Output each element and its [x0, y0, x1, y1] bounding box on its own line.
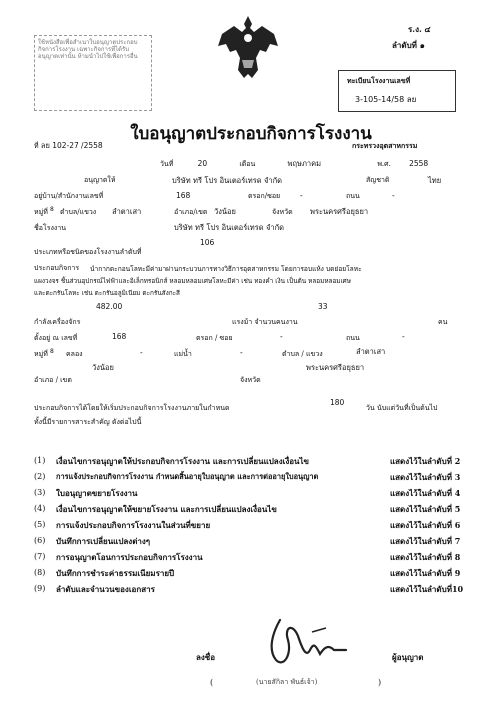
- location-amphoe-label: อำเภอ / เขต: [34, 376, 72, 384]
- ministry: กระทรวงอุตสาหกรรม: [352, 141, 418, 150]
- item-number: (5): [34, 520, 46, 529]
- date-row: [160, 160, 460, 168]
- location-village-label: คลอง: [66, 350, 83, 358]
- close-paren: ): [378, 678, 382, 687]
- item-text: บันทึกการชำระค่าธรรมเนียมรายปี: [56, 568, 175, 578]
- list-item: [34, 536, 464, 546]
- item-number: (4): [34, 504, 46, 513]
- machines-unit: แรงม้า จำนวนคนงาน: [232, 318, 298, 326]
- copy-stamp: ใช้หนังสือเพื่อสำเนาใบอนุญาตประกอบกิจการโรงงาน เฉพาะกิจการที่ได้รับอนุญาตเท่านั้น ห้ามนำไปใช้เพื่อการอื่น: [34, 35, 152, 111]
- list-item: [34, 568, 464, 578]
- amphoe-value: วังน้อย: [214, 207, 236, 216]
- permit-no-label: ที่: [34, 142, 39, 150]
- registration-label: ทะเบียนโรงงานเลขที่: [347, 76, 411, 85]
- location-province-label: จังหวัด: [240, 376, 261, 384]
- business-line-2: แผงวงจร ชิ้นส่วนอุปกรณ์ไฟฟ้าและอิเล็กทรอนิกส์ หลอมหลอมเศษโลหะมีค่า เช่น ทองคำ เงิน เป็นต้น หลอมหลอมเศษ: [34, 277, 351, 285]
- nationality-label: สัญชาติ: [366, 176, 390, 184]
- item-number: (7): [34, 552, 46, 561]
- factory-name-value: บริษัท ทรี โปร อินเตอร์เทรด จำกัด: [174, 223, 285, 232]
- deadline-after: วัน นับแต่วันที่เป็นต้นไป: [366, 404, 438, 412]
- location-moo-value: 8: [50, 348, 54, 355]
- house-value: 168: [176, 191, 191, 200]
- date-month: พฤษภาคม: [287, 159, 322, 168]
- registration-box: [338, 70, 456, 112]
- business-line-3: และตะกรันโลหะ เช่น ตะกรันอลูมิเนียม ตะกรันสังกะสี: [34, 289, 180, 297]
- location-lane-label: ตรอก / ซอย: [196, 334, 233, 342]
- tambon-label: ตำบล/แขวง: [60, 208, 97, 216]
- item-text: การแจ้งประกอบกิจการโรงงาน กำหนดสิ้นอายุใบอนุญาต และการต่ออายุใบอนุญาต: [56, 472, 319, 481]
- item-page: แสดงไว้ในลำดับที่ 7: [390, 536, 461, 546]
- date-year: 2558: [409, 159, 429, 168]
- item-page: แสดงไว้ในลำดับที่ 3: [390, 472, 461, 482]
- form-code: ร.ง. ๔: [408, 24, 431, 34]
- tambon-value: ลำตาเสา: [112, 207, 142, 216]
- date-day: 20: [197, 159, 208, 168]
- item-page: แสดงไว้ในลำดับที่ 4: [390, 488, 461, 498]
- location-house-value: 168: [112, 332, 127, 341]
- date-day-label: วันที่: [160, 160, 174, 168]
- item-number: (1): [34, 456, 46, 465]
- house-label: อยู่บ้าน/สำนักงานเลขที่: [34, 192, 104, 200]
- conditions-intro: ทั้งนี้มีรายการสาระสำคัญ ดังต่อไปนี้: [34, 418, 142, 426]
- list-item: [34, 584, 464, 594]
- signature-scribble-icon: [262, 614, 358, 670]
- list-item: [34, 520, 464, 530]
- garuda-emblem-icon: [214, 12, 282, 84]
- item-number: (2): [34, 472, 46, 481]
- nationality-value: ไทย: [428, 176, 442, 185]
- item-text: เงื่อนไขการอนุญาตให้ขยายโรงงาน และการเปลี่ยนแปลงเงื่อนไข: [56, 504, 277, 514]
- signer-role: ผู้อนุญาต: [392, 652, 424, 662]
- deadline-text: ประกอบกิจการได้โดยให้เริ่มประกอบกิจการโรงงานภายในกำหนด: [34, 404, 230, 412]
- item-text: บันทึกการเปลี่ยนแปลงต่างๆ: [56, 536, 151, 546]
- sign-label: ลงชื่อ: [196, 652, 216, 662]
- road-value: -: [392, 191, 395, 200]
- location-amphoe-value: วังน้อย: [92, 363, 114, 372]
- deadline-days: 180: [330, 398, 345, 407]
- registration-value: 3-105-14/58 ลย: [355, 95, 417, 104]
- item-number: (9): [34, 584, 46, 593]
- item-text: ใบอนุญาตขยายโรงงาน: [56, 488, 138, 498]
- amphoe-label: อำเภอ/เขต: [174, 208, 208, 216]
- item-text: เงื่อนไขการอนุญาตให้ประกอบกิจการโรงงาน และการเปลี่ยนแปลงเงื่อนไข: [56, 456, 310, 466]
- road-label: ถนน: [346, 192, 360, 200]
- form-order: ลำดับที่ ๑: [392, 40, 425, 50]
- location-road-value: -: [402, 332, 405, 341]
- item-number: (8): [34, 568, 46, 577]
- location-province-value: พระนครศรีอยุธยา: [306, 363, 365, 372]
- list-item: [34, 504, 464, 514]
- business-line-1: นำกากตะกอนโลหะมีค่ามาผ่านกระบวนการทางวิธีการอุตสาหกรรม โดยการอบแห้ง บดย่อยโลหะ: [90, 265, 362, 273]
- page-title: ใบอนุญาตประกอบกิจการโรงงาน: [130, 124, 372, 144]
- item-number: (3): [34, 488, 46, 497]
- machines-label: กำลังเครื่องจักร: [34, 318, 81, 326]
- date-year-label: พ.ศ.: [377, 160, 391, 168]
- province-label: จังหวัด: [272, 208, 293, 216]
- item-text: การอนุญาตโอนการประกอบกิจการโรงงาน: [56, 552, 203, 562]
- permit-number: [34, 142, 103, 150]
- permit-no-value: ลย 102-27: [40, 141, 79, 150]
- location-house-label: ตั้งอยู่ ณ เลขที่: [34, 334, 78, 342]
- location-tambon-label: ตำบล / แขวง: [282, 350, 323, 358]
- province-value: พระนครศรีอยุธยา: [310, 207, 369, 216]
- item-page: แสดงไว้ในลำดับที่10: [390, 584, 464, 594]
- workers-value: 33: [318, 302, 328, 311]
- permit-no-year: /2558: [81, 141, 103, 150]
- location-moo-label: หมู่ที่: [34, 350, 48, 358]
- factory-type-value: 106: [200, 238, 215, 247]
- date-month-label: เดือน: [239, 160, 256, 168]
- item-number: (6): [34, 536, 46, 545]
- item-page: แสดงไว้ในลำดับที่ 8: [390, 552, 461, 562]
- lane-value: -: [300, 191, 303, 200]
- factory-name-label: ชื่อโรงงาน: [34, 224, 67, 232]
- location-near-value: -: [240, 348, 243, 357]
- moo-value: 8: [50, 206, 54, 213]
- factory-type-label: ประเภทหรือชนิดของโรงงานลำดับที่: [34, 248, 142, 256]
- item-text: การแจ้งประกอบกิจการโรงงานในส่วนที่ขยาย: [56, 520, 211, 530]
- item-page: แสดงไว้ในลำดับที่ 5: [390, 504, 461, 514]
- location-road-label: ถนน: [346, 334, 360, 342]
- open-paren: (: [210, 678, 214, 687]
- item-page: แสดงไว้ในลำดับที่ 9: [390, 568, 461, 578]
- signer-name: (นายสักิลา พันธ์เจ้า): [256, 678, 318, 686]
- location-village-value: -: [140, 348, 143, 357]
- location-tambon-value: ลำตาเสา: [356, 347, 386, 356]
- list-item: [34, 472, 464, 482]
- licensee-label: อนุญาตให้: [84, 176, 116, 184]
- moo-label: หมู่ที่: [34, 208, 48, 216]
- business-label: ประกอบกิจการ: [34, 264, 80, 272]
- lane-label: ตรอก/ซอย: [248, 192, 281, 200]
- location-near-label: แม่น้ำ: [174, 350, 192, 358]
- item-text: ลำดับและจำนวนของเอกสาร: [56, 584, 155, 594]
- list-item: [34, 552, 464, 562]
- list-item: [34, 456, 464, 466]
- location-lane-value: -: [280, 332, 283, 341]
- licensee-value: บริษัท ทรี โปร อินเตอร์เทรด จำกัด: [172, 176, 283, 185]
- list-item: [34, 488, 464, 498]
- item-page: แสดงไว้ในลำดับที่ 6: [390, 520, 461, 530]
- machine-power: 482.00: [96, 302, 123, 311]
- workers-unit: คน: [438, 318, 448, 326]
- item-page: แสดงไว้ในลำดับที่ 2: [390, 456, 461, 466]
